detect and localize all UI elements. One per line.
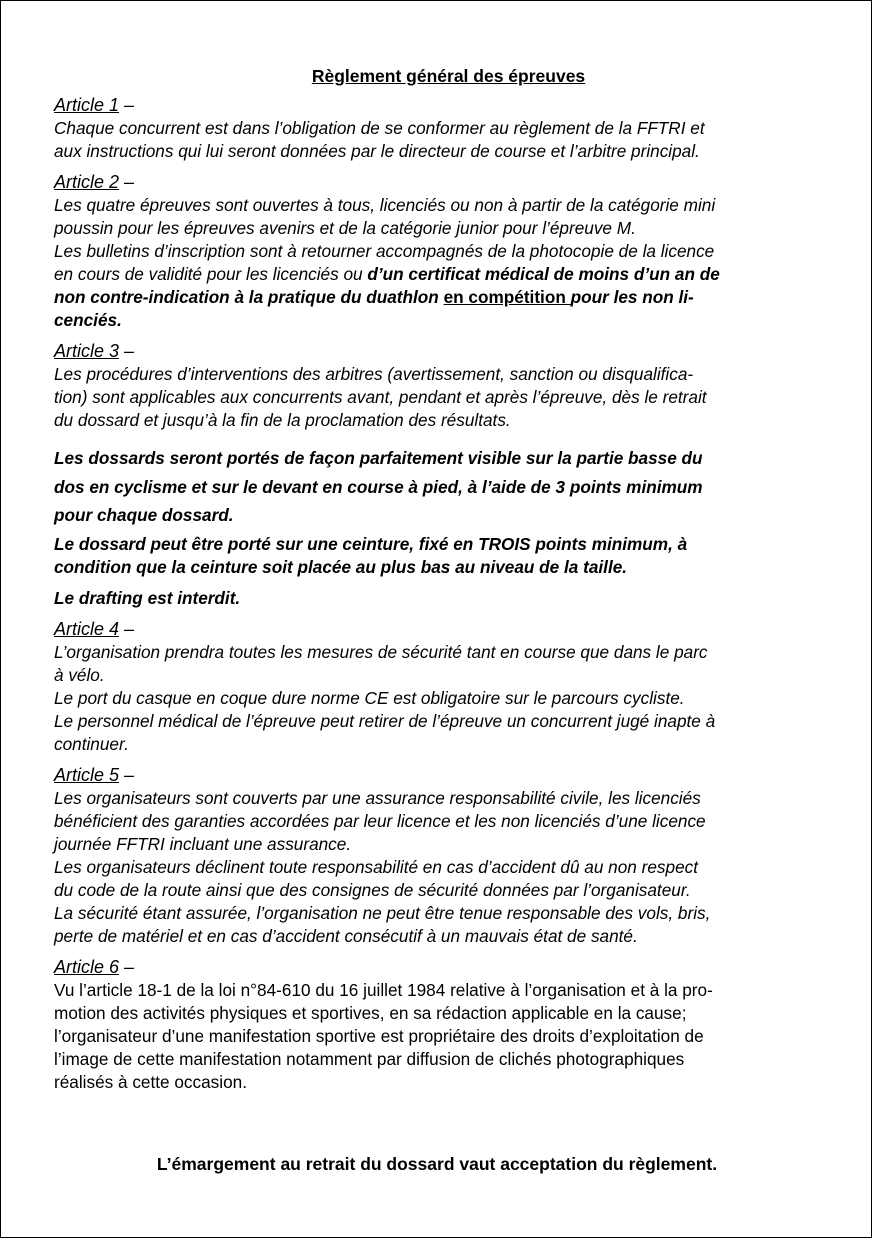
article-4-line: continuer. [54, 733, 129, 754]
belt-rule-line: Le dossard peut être porté sur une ceinture, fixé en TROIS points minimum, à [54, 533, 688, 554]
article-5-line: Les organisateurs déclinent toute responsabilité en cas d’accident dû au non respect [54, 856, 698, 877]
article-6-line: l’organisateur d’une manifestation sportive est propriétaire des droits d’exploitation de [54, 1025, 704, 1046]
article-2-bold-line: non contre-indication à la pratique du duathlon en compétition pour les non li- [54, 287, 694, 307]
belt-rule-line: condition que la ceinture soit placée au plus bas au niveau de la taille. [54, 556, 628, 577]
document-body [54, 65, 829, 1102]
article-2-line-mixed: en cours de validité pour les licenciés ou d’un certificat médical de moins d’un an de [54, 264, 720, 284]
article-1-heading: Article 1 – [54, 95, 135, 115]
article-5-line: du code de la route ainsi que des consignes de sécurité données par l’organisateur. [54, 879, 691, 900]
article-4-line: Le port du casque en coque dure norme CE est obligatoire sur le parcours cycliste. [54, 687, 685, 708]
bib-rule [54, 444, 829, 530]
article-4-line: Le personnel médical de l’épreuve peut retirer de l’épreuve un concurrent jugé inapte à [54, 710, 716, 731]
article-4-heading: Article 4 – [54, 618, 135, 639]
article-2-line: poussin pour les épreuves avenirs et de la catégorie junior pour l’épreuve M. [54, 218, 636, 238]
article-5-line: La sécurité étant assurée, l’organisation ne peut être tenue responsable des vols, bris, [54, 902, 711, 923]
article-4 [54, 618, 829, 756]
article-5-line: Les organisateurs sont couverts par une assurance responsabilité civile, les licenciés [54, 787, 701, 808]
belt-rule [54, 533, 829, 579]
article-1-line: Chaque concurrent est dans l’obligation de se conformer au règlement de la FFTRI et [54, 118, 705, 138]
article-3-heading: Article 3 – [54, 341, 135, 361]
article-2-line: Les quatre épreuves sont ouvertes à tous, licenciés ou non à partir de la catégorie mini [54, 195, 716, 215]
bib-rule-line: pour chaque dossard. [54, 505, 234, 525]
article-2-line: Les bulletins d’inscription sont à retourner accompagnés de la photocopie de la licence [54, 241, 715, 261]
article-6-line: Vu l’article 18-1 de la loi n°84-610 du 16 juillet 1984 relative à l’organisation et à la pro- [54, 979, 713, 1000]
article-3-line: tion) sont applicables aux concurrents avant, pendant et après l’épreuve, dès le retrait [54, 387, 707, 407]
article-5-heading: Article 5 – [54, 764, 135, 785]
article-3 [54, 340, 829, 432]
article-2-bold-line: cenciés. [54, 310, 122, 330]
article-4-line: L’organisation prendra toutes les mesures de sécurité tant en course que dans le parc [54, 641, 708, 662]
drafting-rule-line: Le drafting est interdit. [54, 587, 241, 608]
article-6-heading: Article 6 – [54, 956, 135, 977]
article-2-heading: Article 2 – [54, 172, 135, 192]
document-title: Règlement général des épreuves [311, 66, 586, 86]
article-1-line: aux instructions qui lui seront données par le directeur de course et l’arbitre principal. [54, 141, 700, 161]
acceptance-footer: L’émargement au retrait du dossard vaut acceptation du règlement. [156, 1154, 718, 1174]
drafting-rule [54, 587, 829, 610]
bib-rule-line: Les dossards seront portés de façon parfaitement visible sur la partie basse du [54, 448, 703, 468]
article-6-line: réalisés à cette occasion. [54, 1071, 247, 1092]
article-2 [54, 171, 829, 332]
article-5 [54, 764, 829, 948]
article-6-line: l’image de cette manifestation notamment par diffusion de clichés photographiques [54, 1048, 685, 1069]
article-5-line: perte de matériel et en cas d’accident consécutif à un mauvais état de santé. [54, 925, 638, 946]
article-1 [54, 94, 829, 163]
article-3-line: Les procédures d’interventions des arbitres (avertissement, sanction ou disqualifica- [54, 364, 694, 384]
article-6 [54, 956, 829, 1094]
article-4-line: à vélo. [54, 664, 105, 685]
article-6-line: motion des activités physiques et sportives, en sa rédaction applicable en la cause; [54, 1002, 687, 1023]
article-5-line: bénéficient des garanties accordées par leur licence et les non licenciés d’une licence [54, 810, 706, 831]
bib-rule-line: dos en cyclisme et sur le devant en course à pied, à l’aide de 3 points minimum [54, 476, 703, 497]
article-3-line: du dossard et jusqu’à la fin de la proclamation des résultats. [54, 410, 511, 430]
article-5-line: journée FFTRI incluant une assurance. [54, 833, 352, 854]
